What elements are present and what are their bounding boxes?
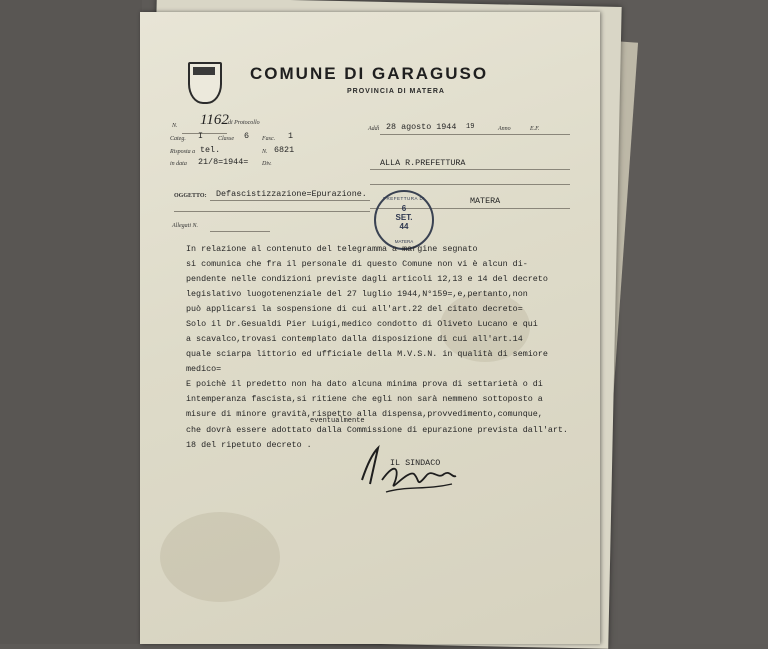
rule <box>182 133 227 134</box>
risposta-value: tel. <box>200 145 221 155</box>
coat-of-arms-icon <box>188 62 222 104</box>
ef-label: E.F. <box>530 126 540 132</box>
risposta-n-label: N. <box>262 149 268 155</box>
addi-label: Addì <box>368 126 380 132</box>
categ-label: Categ. <box>170 136 186 142</box>
allegati-label: Allegati N. <box>172 223 198 229</box>
body-line: che dovrà essere adottato dalla Commissione di epurazione prevista dall'art. <box>186 425 568 435</box>
body-line: misure di minore gravità,rispetto alla dispensa,provvedimento,comunque, <box>186 409 543 419</box>
body-line: 18 del ripetuto decreto . <box>186 440 312 450</box>
body-line: legislativo luogotenenziale del 27 luglio 1944,N°159=,e,pertanto,non <box>186 289 528 299</box>
document-sheet <box>140 12 600 644</box>
oggetto-value: Defascistizzazione=Epurazione. <box>216 189 367 199</box>
fasc-value: 1 <box>288 131 294 141</box>
background-left <box>0 0 142 644</box>
risposta-n-value: 6821 <box>274 145 295 155</box>
body-line: quale sciarpa littorio ed ufficiale della M.V.S.N. in qualità di semiore <box>186 349 548 359</box>
stamp-date <box>376 204 432 231</box>
stamp-ring-bottom: MATERA <box>394 239 414 244</box>
anno-label: Anno <box>498 126 511 132</box>
rule <box>174 211 370 212</box>
rule <box>210 231 270 232</box>
body-line: a scavalco,trovasi contemplato dalla disposizione di cui all'art.14 <box>186 334 523 344</box>
rule <box>370 169 570 170</box>
body-line: pendente nelle condizioni previste dagli articoli 12,13 e 14 del decreto <box>186 274 548 284</box>
paper-stain <box>160 512 280 602</box>
div-label: Div. <box>262 161 272 167</box>
data-label: in data <box>170 161 187 167</box>
received-stamp <box>374 190 434 250</box>
body-line: medico= <box>186 364 222 374</box>
body-line: In relazione al contenuto del telegramma a margine segnato <box>186 244 478 254</box>
body-line: E poichè il predetto non ha dato alcuna minima prova di settarietà o di <box>186 379 543 389</box>
letterhead-title: COMUNE DI GARAGUSO <box>250 64 489 83</box>
rule <box>370 184 570 185</box>
categ-value: I <box>198 131 204 141</box>
signoff-label: IL SINDACO <box>390 458 441 468</box>
protocol-number: 1162 <box>200 112 229 128</box>
n-label: N. <box>172 123 178 129</box>
risposta-label: Risposta a <box>170 149 196 155</box>
letter-date: 28 agosto 1944 <box>386 122 457 132</box>
recipient-city: MATERA <box>470 196 501 206</box>
body-line: intemperanza fascista,si ritiene che egli non sarà nemmeno sottoposto a <box>186 394 543 404</box>
stamp-ring-top: PREFETTURA DI <box>382 196 425 201</box>
year-suffix: 19 <box>466 123 475 131</box>
body-line: Solo il Dr.Gesualdi Pier Luigi,medico condotto di Oliveto Lucano e qui <box>186 319 538 329</box>
stamp-day: 6 <box>401 204 407 213</box>
background-right <box>618 0 768 644</box>
stamp-month: SET. <box>395 213 413 222</box>
fasc-label: Fasc. <box>262 136 276 142</box>
body-line: si comunica che fra il personale di questo Comune non vi è alcun di- <box>186 259 528 269</box>
rule <box>380 134 570 135</box>
data-value: 21/8=1944= <box>198 157 249 167</box>
mayor-signature <box>356 440 466 510</box>
letterhead-subtitle: PROVINCIA DI MATERA <box>347 88 445 95</box>
oggetto-label: OGGETTO: <box>174 193 207 199</box>
interlinear-insertion: eventualmente <box>310 417 365 425</box>
rule <box>210 200 370 201</box>
recipient: ALLA R.PREFETTURA <box>380 158 466 168</box>
classe-value: 6 <box>244 131 250 141</box>
stamp-year: 44 <box>399 222 409 231</box>
body-line: può applicarsi la sospensione di cui all'art.22 del citato decreto= <box>186 304 523 314</box>
protocol-label: di Protocollo <box>228 120 260 126</box>
classe-label: Classe <box>218 136 235 142</box>
